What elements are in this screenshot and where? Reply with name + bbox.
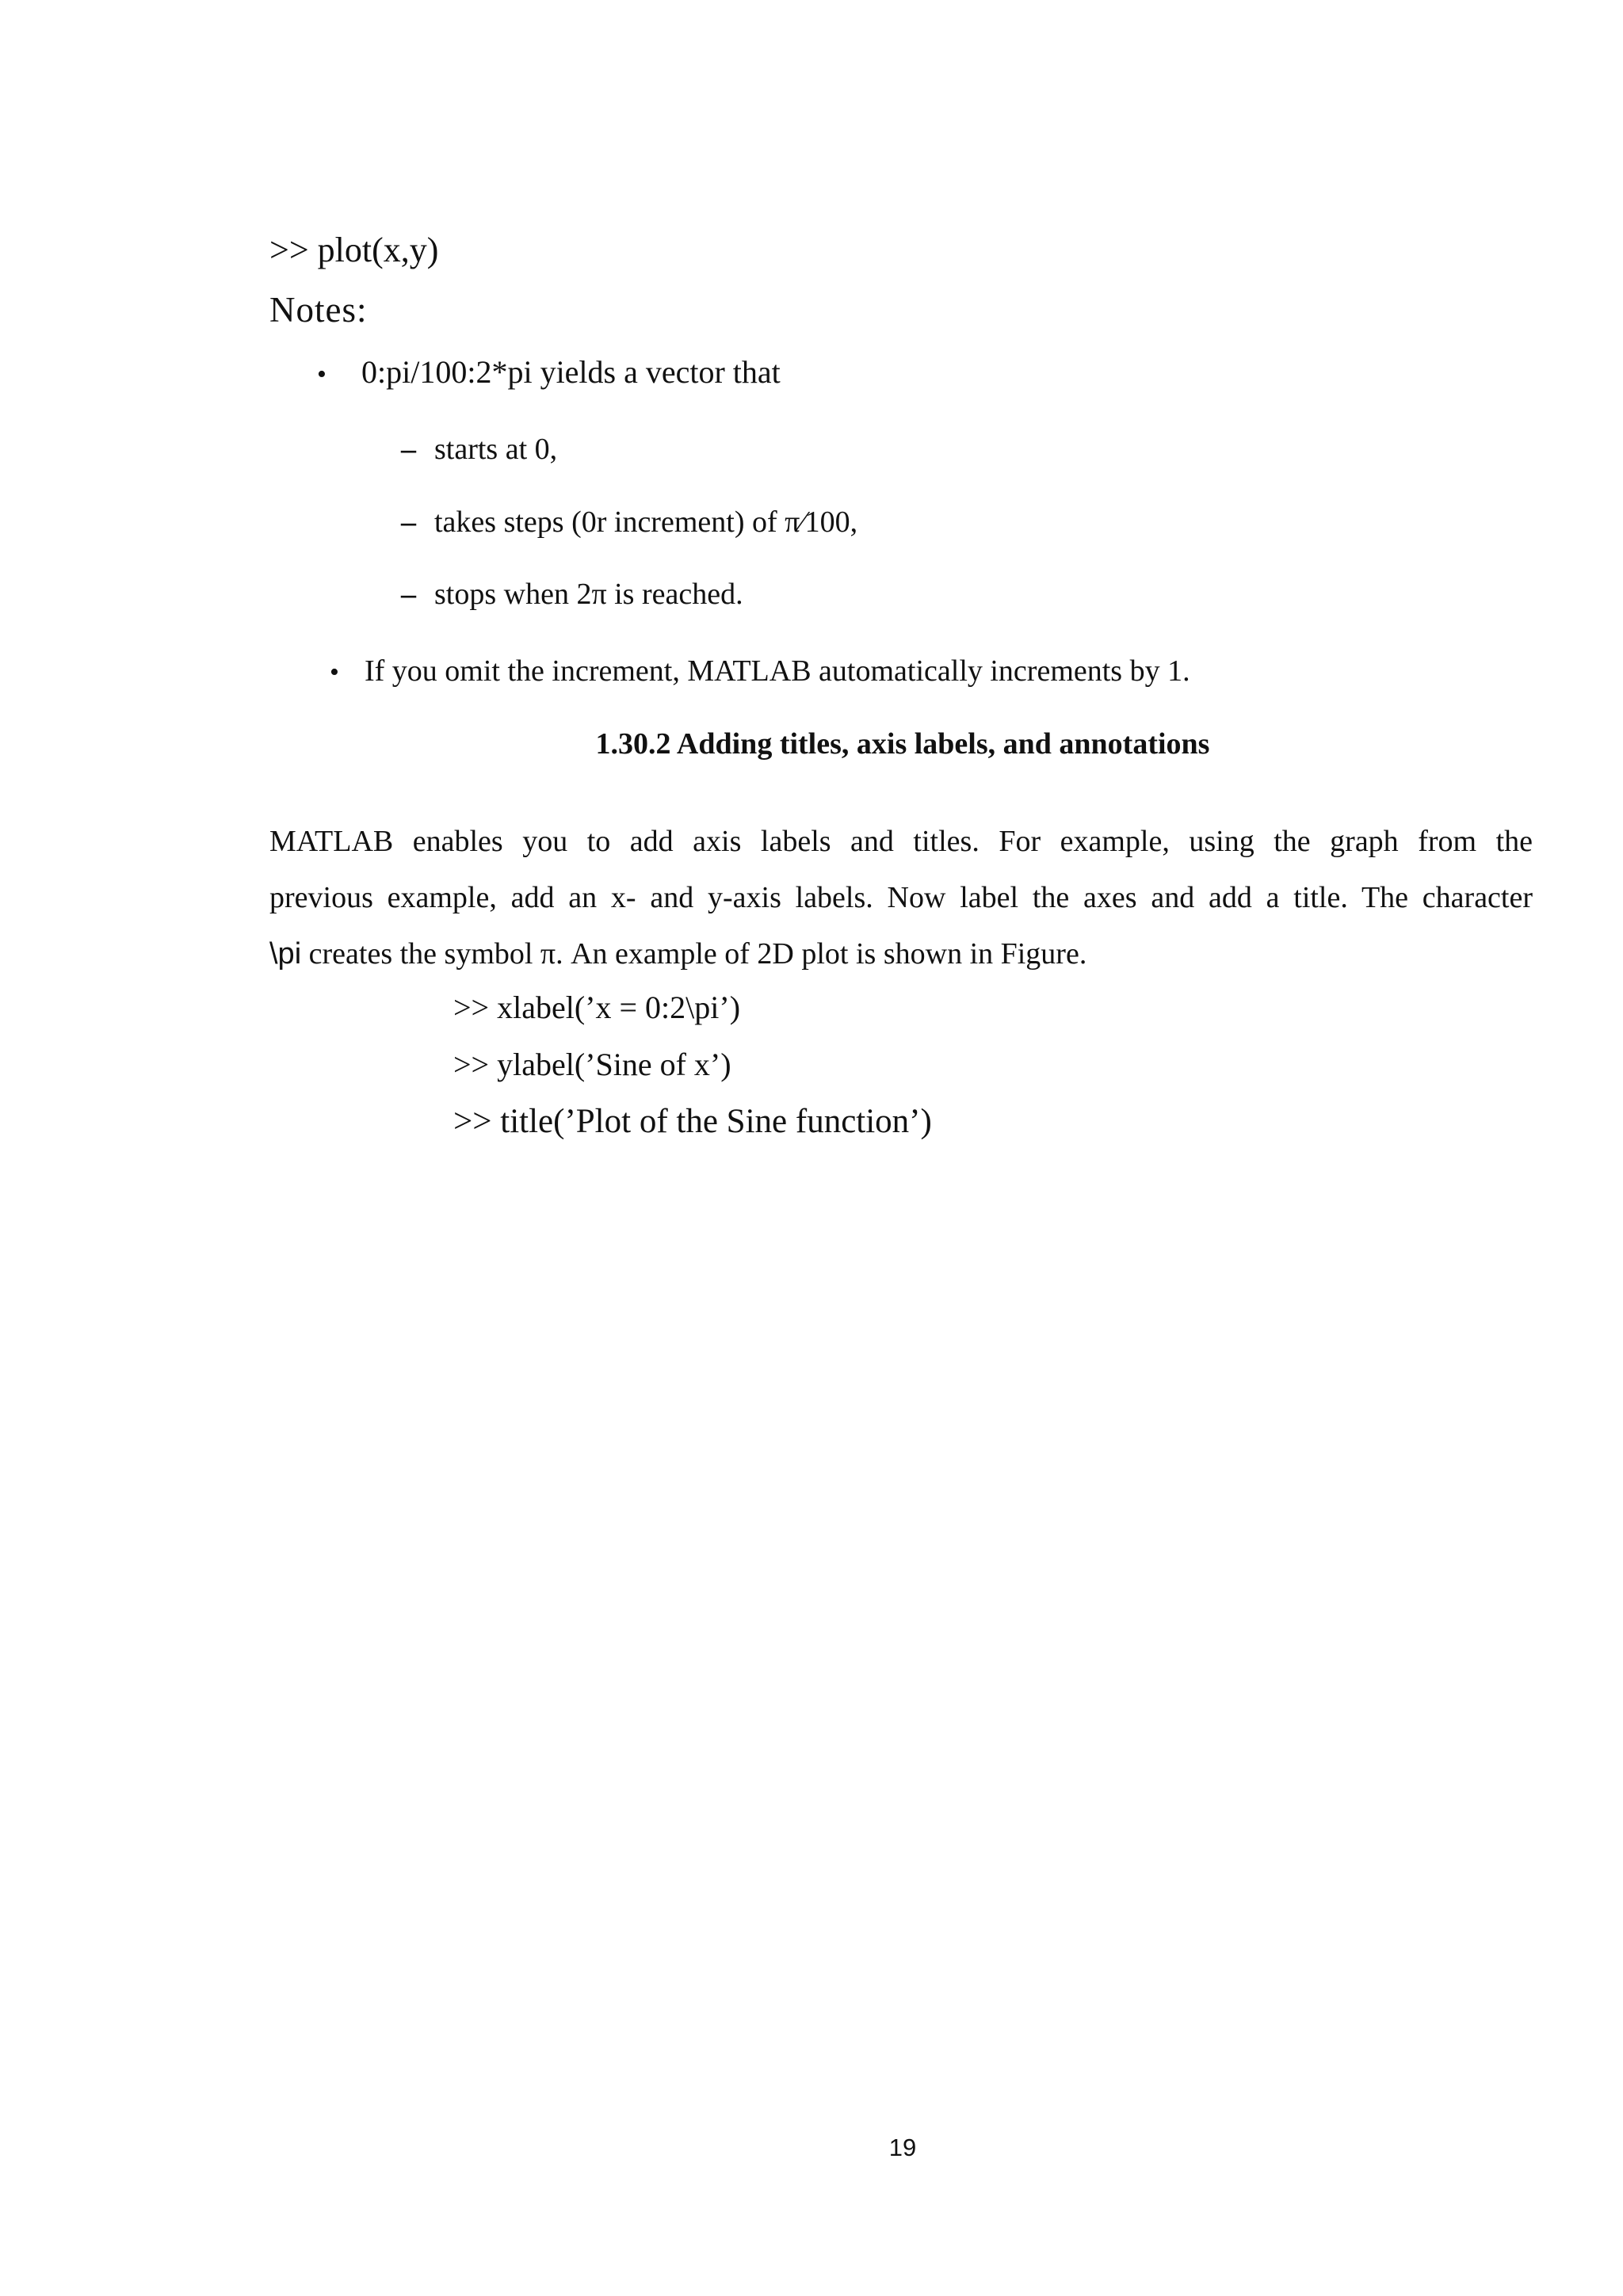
pi-command: \pi xyxy=(269,937,302,971)
paragraph-line xyxy=(269,926,1533,982)
bullet-item-vector xyxy=(317,353,781,391)
dash-marker: – xyxy=(401,505,416,539)
sub-item-text: starts at 0, xyxy=(434,433,558,466)
dash-marker: – xyxy=(401,578,416,611)
code-xlabel: >> xlabel(’x = 0:2\pi’) xyxy=(453,990,741,1025)
bullet-item-omit xyxy=(330,654,1190,688)
paragraph-text: creates the symbol π. An example of 2D plot is shown in Figure. xyxy=(301,937,1087,971)
page-number: 19 xyxy=(888,2134,917,2161)
body-paragraph xyxy=(269,814,1533,982)
sub-item-text: takes steps (0r increment) of π⁄100, xyxy=(434,505,858,539)
bullet-marker: • xyxy=(330,658,339,687)
dash-marker: – xyxy=(401,433,416,466)
bullet-marker: • xyxy=(317,360,327,389)
notes-label: Notes: xyxy=(269,290,368,330)
paragraph-line: MATLAB enables you to add axis labels and titles. For example, using the graph from the xyxy=(269,825,1533,858)
code-title: >> title(’Plot of the Sine function’) xyxy=(453,1103,932,1140)
paragraph-line: previous example, add an x- and y-axis labels. Now label the axes and add a title. The character xyxy=(269,881,1533,914)
bullet-text: 0:pi/100:2*pi yields a vector that xyxy=(361,354,781,390)
code-plot: >> plot(x,y) xyxy=(269,231,439,269)
sub-item-step xyxy=(401,505,857,540)
sub-item-stop xyxy=(401,577,743,612)
section-heading: 1.30.2 Adding titles, axis labels, and annotations xyxy=(595,727,1210,761)
code-ylabel: >> ylabel(’Sine of x’) xyxy=(453,1047,731,1082)
sub-item-text: stops when 2π is reached. xyxy=(434,578,743,611)
sub-item-start xyxy=(401,432,557,467)
bullet-text: If you omit the increment, MATLAB automatically increments by 1. xyxy=(365,654,1190,688)
